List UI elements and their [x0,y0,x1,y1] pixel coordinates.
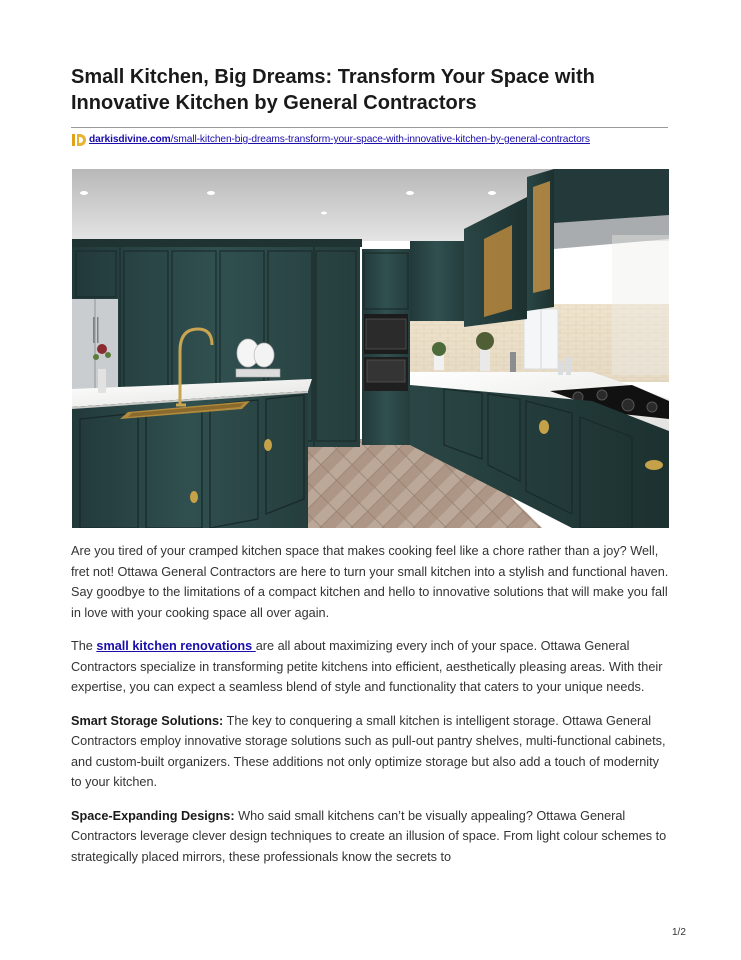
small-kitchen-renovations-link[interactable]: small kitchen renovations [96,639,256,653]
intro-paragraph: Are you tired of your cramped kitchen space that makes cooking feel like a chore rather than a joy? Well, fret not! Ottawa General Contractors are here to turn your small kitchen into a stylish and functional haven. Say goodbye to the limitations of a compact kitchen and hello to innovative solutions that will make you fall in love with your cooking space all over again. [71,544,669,620]
site-logo-icon [71,133,87,147]
source-path: /small-kitchen-big-dreams-transform-your-space-with-innovative-kitchen-by-general-contractors [170,134,590,145]
storage-heading: Smart Storage Solutions: [71,713,224,728]
storage-paragraph [71,711,671,793]
renovations-paragraph [71,636,671,698]
source-line [71,133,671,147]
kitchen-photo [72,169,669,528]
title-divider [71,127,668,128]
design-heading: Space-Expanding Designs: [71,808,235,823]
article-body [71,541,671,880]
page-number: 1/2 [672,927,686,938]
design-paragraph [71,806,671,868]
renovations-text-after: are all about maximizing every inch of your space. Ottawa General Contractors specialize in transforming petite kitchens into efficient, aesthetically pleasing areas. With their expertise, you can expect a seamless blend of style and functionality that caters to your unique needs. [71,639,663,694]
renovations-text-before: The [71,639,97,653]
source-domain: darkisdivine.com [89,134,171,145]
page-title: Small Kitchen, Big Dreams: Transform Your Space with Innovative Kitchen by General Contractors [71,66,595,114]
storage-text: The key to conquering a small kitchen is intelligent storage. Ottawa General Contractors employ innovative storage solutions such as pull-out pantry shelves, multi-functional cabinets, and custom-built organizers. These additions not only optimize storage but also add a touch of modernity to your kitchen. [71,713,666,789]
design-text: Who said small kitchens can’t be visually appealing? Ottawa General Contractors leverage clever design techniques to create an illusion of space. From light colour schemes to strategically placed mirrors, these professionals know the secrets to [71,808,667,864]
source-url-link[interactable] [89,133,590,147]
